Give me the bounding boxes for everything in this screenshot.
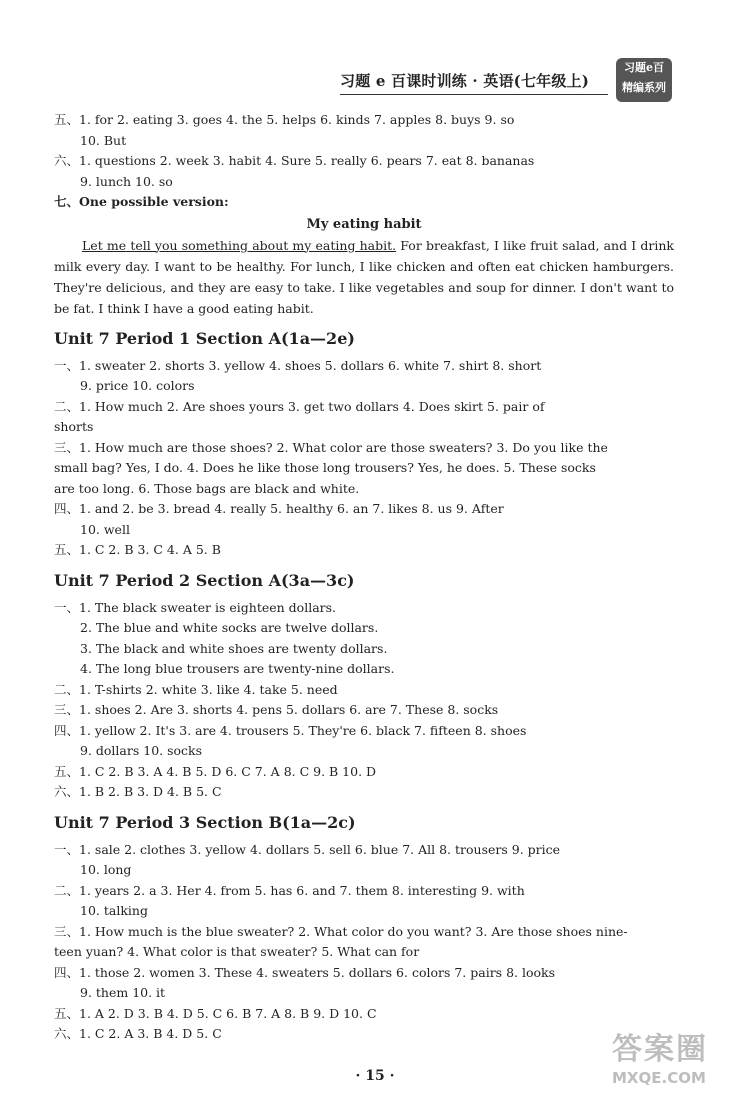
answer-line: 二、1. years 2. a 3. Her 4. from 5. has 6. and 7. them 8. interesting 9. with: [54, 882, 525, 898]
answer-line: 9. them 10. it: [80, 985, 166, 1000]
answer-line: 四、1. and 2. be 3. bread 4. really 5. healthy 6. an 7. likes 8. us 9. After: [54, 501, 504, 516]
answer-line: 10. But: [80, 132, 127, 148]
answer-line: 六、1. questions 2. week 3. habit 4. Sure 5. really 6. pears 7. eat 8. bananas: [54, 153, 535, 168]
watermark-logo: [612, 1032, 740, 1096]
answer-line: small bag? Yes, I do. 4. Does he like those long trousers? Yes, he does. 5. These socks: [54, 460, 596, 475]
header-rule: [340, 94, 608, 95]
answer-line: 三、1. shoes 2. Are 3. shorts 4. pens 5. dollars 6. are 7. These 8. socks: [54, 702, 499, 717]
answer-line: 六、1. C 2. A 3. B 4. D 5. C: [54, 1026, 222, 1041]
answer-line: teen yuan? 4. What color is that sweater? 5. What can for: [54, 944, 420, 959]
page-number: · 15 ·: [355, 1068, 395, 1084]
answer-line: shorts: [54, 419, 94, 434]
logo-top-text: 习题e百: [624, 61, 664, 74]
answer-line: 二、1. How much 2. Are shoes yours 3. get two dollars 4. Does skirt 5. pair of: [54, 398, 545, 414]
answer-line: 10. well: [80, 521, 130, 537]
answer-line: 三、1. How much is the blue sweater? 2. What color do you want? 3. Are those shoes nine-: [54, 923, 628, 939]
answer-line: 9. price 10. colors: [80, 378, 195, 393]
answer-content: [54, 110, 674, 1045]
answer-line: are too long. 6. Those bags are black and white.: [54, 480, 360, 496]
answer-line: 10. talking: [80, 903, 148, 918]
unit-heading: Unit 7 Period 1 Section A(1a—2e): [54, 328, 355, 348]
answer-line: 五、1. for 2. eating 3. goes 4. the 5. helps 6. kinds 7. apples 8. buys 9. so: [54, 112, 515, 127]
answer-line: 二、1. T-shirts 2. white 3. like 4. take 5. need: [54, 681, 338, 697]
unit-heading: Unit 7 Period 3 Section B(1a—2c): [54, 812, 356, 832]
answer-line: 五、1. C 2. B 3. C 4. A 5. B: [54, 542, 221, 557]
answer-line: 五、1. C 2. B 3. A 4. B 5. D 6. C 7. A 8. C 9. B 10. D: [54, 763, 377, 779]
answer-line: 四、1. those 2. women 3. These 4. sweaters 5. dollars 6. colors 7. pairs 8. looks: [54, 964, 556, 980]
answer-line: 六、1. B 2. B 3. D 4. B 5. C: [54, 784, 222, 799]
answer-line: 9. dollars 10. socks: [80, 743, 203, 758]
answer-line: 9. lunch 10. so: [80, 173, 173, 189]
watermark-top: 答案圈: [612, 1032, 708, 1067]
essay-underlined: Let me tell you something about my eating habit.: [82, 237, 397, 253]
essay-paragraph: [54, 235, 674, 319]
answer-line: 3. The black and white shoes are twenty dollars.: [80, 640, 388, 656]
answer-line: 2. The blue and white socks are twelve dollars.: [80, 620, 379, 635]
essay-title: My eating habit: [306, 216, 422, 232]
answer-line: 五、1. A 2. D 3. B 4. D 5. C 6. B 7. A 8. B 9. D 10. C: [54, 1005, 377, 1021]
answer-line: 一、1. The black sweater is eighteen dollars.: [54, 599, 337, 615]
answer-line: 10. long: [80, 862, 132, 877]
header-title: 习题 e 百课时训练 · 英语(七年级上): [340, 72, 590, 90]
answer-line: 四、1. yellow 2. It's 3. are 4. trousers 5. They're 6. black 7. fifteen 8. shoes: [54, 722, 527, 738]
essay-text: For breakfast, I like fruit salad, and I drink milk every day. I want to be healthy. For lunch, I like chicken and often eat chicken hamburgers. They're delicious, and they are easy to take. I like vegetables and soup for dinner. I don't want to be fat. I think I have a good eating habit.: [54, 237, 674, 316]
logo-bottom-text: 精编系列: [622, 81, 666, 94]
watermark-bottom: MXQE.COM: [612, 1069, 706, 1087]
answer-line: 一、1. sweater 2. shorts 3. yellow 4. shoes 5. dollars 6. white 7. shirt 8. short: [54, 357, 542, 373]
answer-line: 4. The long blue trousers are twenty-nine dollars.: [80, 661, 395, 676]
answer-line: 一、1. sale 2. clothes 3. yellow 4. dollars 5. sell 6. blue 7. All 8. trousers 9. price: [54, 841, 561, 857]
answer-line: 七、One possible version:: [54, 194, 229, 209]
answer-line: 三、1. How much are those shoes? 2. What color are those sweaters? 3. Do you like the: [54, 439, 608, 455]
series-logo: [616, 58, 672, 102]
page-header: [340, 58, 670, 102]
unit-heading: Unit 7 Period 2 Section A(3a—3c): [54, 570, 355, 590]
